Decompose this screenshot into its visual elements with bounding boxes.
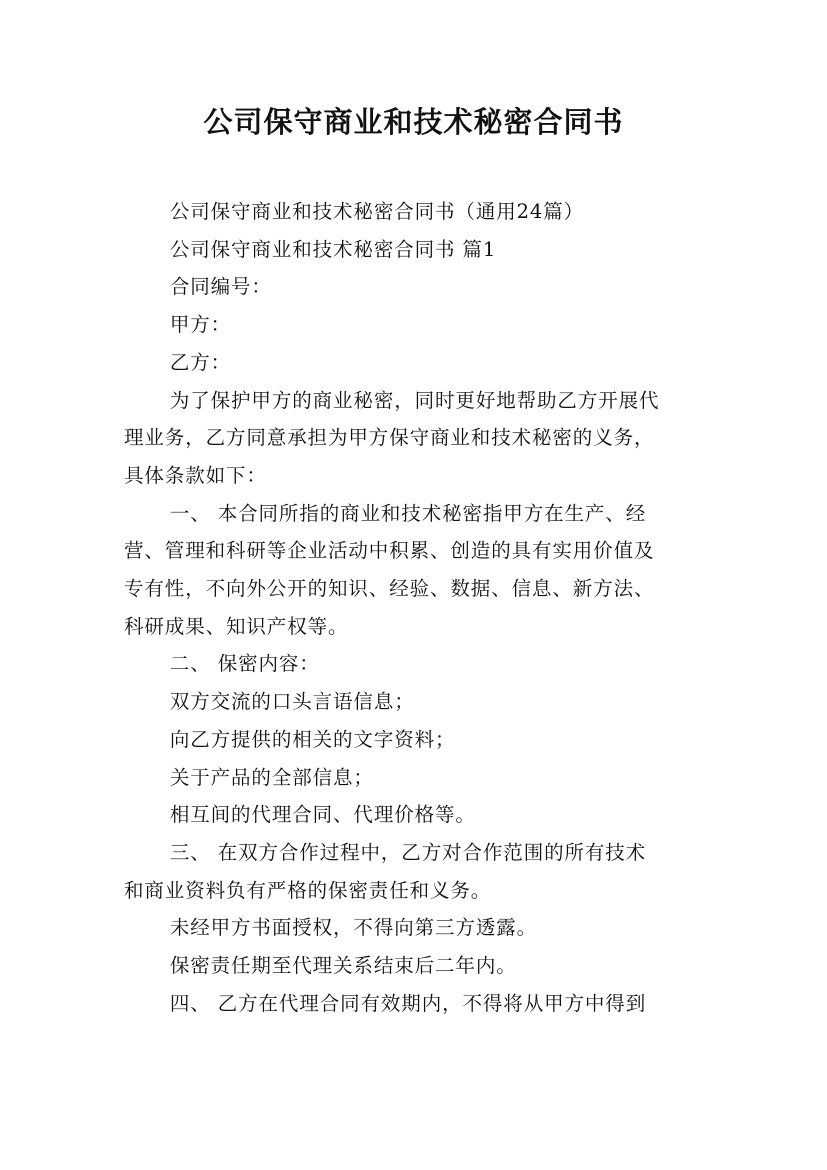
paragraph-line: 理业务，乙方同意承担为甲方保守商业和技术秘密的义务， — [124, 426, 655, 450]
paragraph-line: 双方交流的口头言语信息； — [169, 690, 415, 714]
paragraph-line: 公司保守商业和技术秘密合同书（通用24篇） — [169, 200, 585, 223]
paragraph — [124, 985, 724, 1023]
paragraph — [124, 306, 724, 344]
paragraph — [124, 759, 724, 797]
paragraph-line: 营、管理和科研等企业活动中积累、创造的具有实用价值及 — [124, 539, 655, 563]
paragraph — [124, 344, 724, 382]
paragraph-line: 合同编号： — [169, 275, 272, 299]
paragraph — [124, 645, 724, 683]
paragraph-line: 具体条款如下： — [124, 463, 267, 487]
paragraph — [124, 231, 724, 269]
paragraph-line: 一、 本合同所指的商业和技术秘密指甲方在生产、经 — [169, 501, 647, 525]
paragraph-line: 甲方： — [169, 313, 232, 337]
paragraph-line: 未经甲方书面授权，不得向第三方透露。 — [169, 916, 538, 940]
document-body — [124, 193, 724, 1022]
paragraph — [124, 721, 724, 759]
paragraph-line: 三、 在双方合作过程中，乙方对合作范围的所有技术 — [169, 840, 647, 864]
document-title: 公司保守商业和技术秘密合同书 — [203, 105, 624, 139]
paragraph — [124, 193, 724, 231]
paragraph-line: 关于产品的全部信息； — [169, 765, 374, 789]
paragraph-line: 为了保护甲方的商业秘密，同时更好地帮助乙方开展代 — [169, 388, 660, 412]
paragraph-line: 和商业资料负有严格的保密责任和义务。 — [124, 878, 492, 902]
paragraph-line: 四、 乙方在代理合同有效期内，不得将从甲方中得到 — [169, 991, 647, 1015]
paragraph-line: 公司保守商业和技术秘密合同书 篇1 — [169, 237, 497, 261]
paragraph-line: 二、 保密内容： — [169, 652, 320, 676]
paragraph-line: 相互间的代理合同、代理价格等。 — [169, 803, 476, 827]
paragraph — [124, 268, 724, 306]
paragraph-line: 保密责任期至代理关系结束后二年内。 — [169, 954, 517, 978]
paragraph-line: 向乙方提供的相关的文字资料； — [169, 727, 456, 751]
paragraph — [124, 495, 724, 646]
paragraph — [124, 683, 724, 721]
paragraph — [124, 834, 724, 909]
paragraph — [124, 796, 724, 834]
paragraph-line: 科研成果、知识产权等。 — [124, 614, 349, 638]
paragraph-line: 专有性，不向外公开的知识、经验、数据、信息、新方法、 — [124, 577, 655, 601]
paragraph — [124, 909, 724, 947]
paragraph-line: 乙方： — [169, 350, 232, 374]
paragraph — [124, 947, 724, 985]
paragraph — [124, 382, 724, 495]
